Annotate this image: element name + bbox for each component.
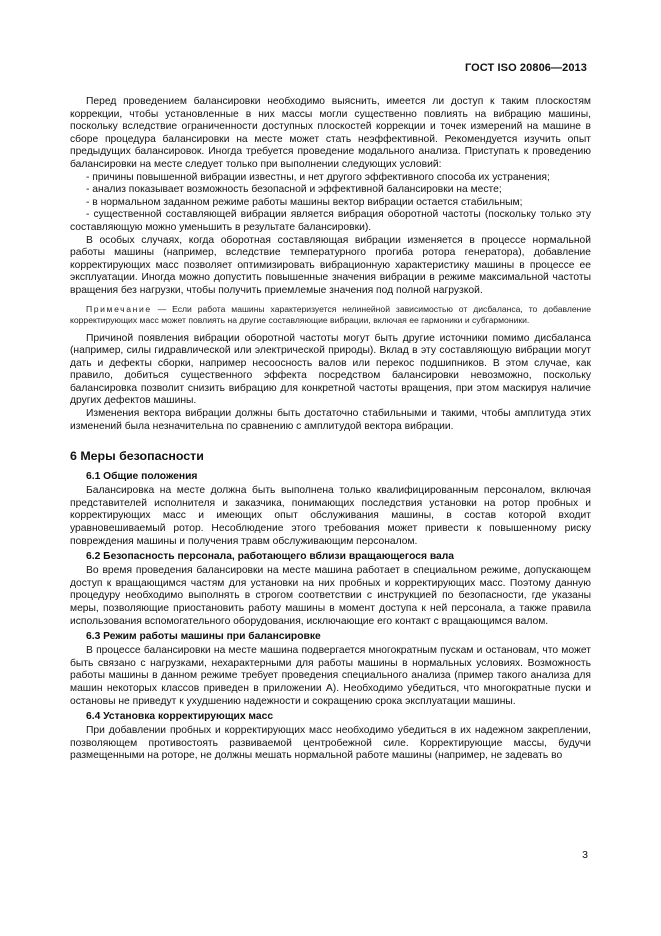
condition-list-item: - причины повышенной вибрации известны, и нет другого эффективного способа их устранения; (86, 171, 550, 183)
subsection-6-3-text: В процессе балансировки на месте машина подвергается многократным пускам и остановам, что может быть связано с нагрузками, нехарактерными для работы машины в нормальных условиях. Возможность работы машины в данном режиме требует проведения специального анализа (пример такого анализа для машин некоторых классов приведен в приложении А). Необходимо убедиться, что многократные пуски и остановы не приведут к ухудшению надежности и сокращению срока эксплуатации машины. (70, 645, 591, 707)
standard-header: ГОСТ ISO 20806—2013 (464, 62, 587, 74)
condition-list-item: - анализ показывает возможность безопасной и эффективной балансировки на месте; (86, 184, 502, 196)
page-content (70, 96, 591, 763)
intro-paragraph-4: Изменения вектора вибрации должны быть достаточно стабильными и такими, чтобы амплитуда этих изменений была незначительна по сравнению с амплитудой вектора вибрации. (70, 408, 591, 432)
note-label: Примечание (86, 303, 152, 314)
condition-list-item: - в нормальном заданном режиме работы машины вектор вибрации остается стабильным; (86, 196, 523, 208)
subsection-6-2-heading: 6.2 Безопасность персонала, работающего вблизи вращающегося вала (86, 551, 455, 563)
subsection-6-4-heading: 6.4 Установка корректирующих масс (86, 711, 274, 723)
subsection-6-1-text: Балансировка на месте должна быть выполнена только квалифицированным персоналом, включая представителей исполнителя и заказчика, понимающих последствия установки на ротор пробных и корректирующих масс и имеющих опыт обслуживания машины, в состав которой входит уравновешиваемый ротор. Несоблюдение этого требования может привести к повышенному риску повреждения машины и получения травм обслуживающим персоналом. (70, 485, 591, 547)
subsection-6-4-text: При добавлении пробных и корректирующих масс необходимо убедиться в их надежном закреплении, позволяющем противостоять развиваемой центробежной силе. Корректирующие массы, будучи размещенными на роторе, не должны мешать нормальной работе машины (например, не задевать во (70, 725, 591, 762)
note (70, 304, 591, 326)
section-6-heading: 6 Меры безопасности (70, 449, 204, 464)
subsection-6-2-text: Во время проведения балансировки на месте машина работает в специальном режиме, допускающем доступ к вращающимся частям для установки на них пробных и корректирующих масс. Поэтому данную процедуру необходимо выполнять в строгом соответствии с инструкцией по безопасности, где указаны меры, позволяющие приостановить работу машины в момент доступа к ней персонала, а также правила использования вспомогательного оборудования, исключающие его контакт с вращающимся валом. (70, 565, 591, 627)
intro-paragraph-2: В особых случаях, когда оборотная составляющая вибрации изменяется в процессе нормальной работы машины (например, вследствие температурного прогиба ротора генератора), добавление корректирующих масс позволяет оптимизировать вибрационную характеристику машины в процессе ее эксплуатации. Иногда можно допустить повышенные значения вибрации в режиме максимальной частоты вращения без нагрузки, чтобы получить приемлемые значения под полной нагрузкой. (70, 234, 591, 296)
intro-paragraph-1: Перед проведением балансировки необходимо выяснить, имеется ли доступ к таким плоскостям коррекции, чтобы установленные в них массы могли существенно повлиять на вибрацию машины, поскольку вследствие ограниченности доступных плоскостей коррекции и точек измерений на машине в сборе процедура балансировки на месте может стать неэффективной. Рекомендуется изучить опыт предыдущих балансировок. Иногда требуется проведение модального анализа. Приступать к проведению балансировки на месте следует только при выполнении следующих условий: (70, 96, 591, 170)
subsection-6-1-heading: 6.1 Общие положения (86, 471, 198, 483)
condition-list-item: - существенной составляющей вибрации является вибрация оборотной частоты (поскольку только эту составляющую можно уменьшить в результате балансировки). (70, 209, 591, 233)
page-number: 3 (582, 849, 588, 861)
note-text: — Если работа машины характеризуется нелинейной зависимостью от дисбаланса, то добавление корректирующих масс может повлиять на другие составляющие вибрации, включая ее гармоники и субгармоники. (70, 303, 591, 325)
subsection-6-3-heading: 6.3 Режим работы машины при балансировке (86, 631, 321, 643)
intro-paragraph-3: Причиной появления вибрации оборотной частоты могут быть другие источники помимо дисбаланса (например, силы гидравлической или электрической природы). Вклад в эту составляющую вибрации могут дать и дефекты сборки, например несоосность валов или перекос подшипников. В этом случае, как правило, добиться существенного эффекта посредством балансировки невозможно, поскольку балансировка позволит снизить вибрацию для конкретной частоты вращения, при этом маскируя наличие других дефектов машины. (70, 332, 591, 407)
